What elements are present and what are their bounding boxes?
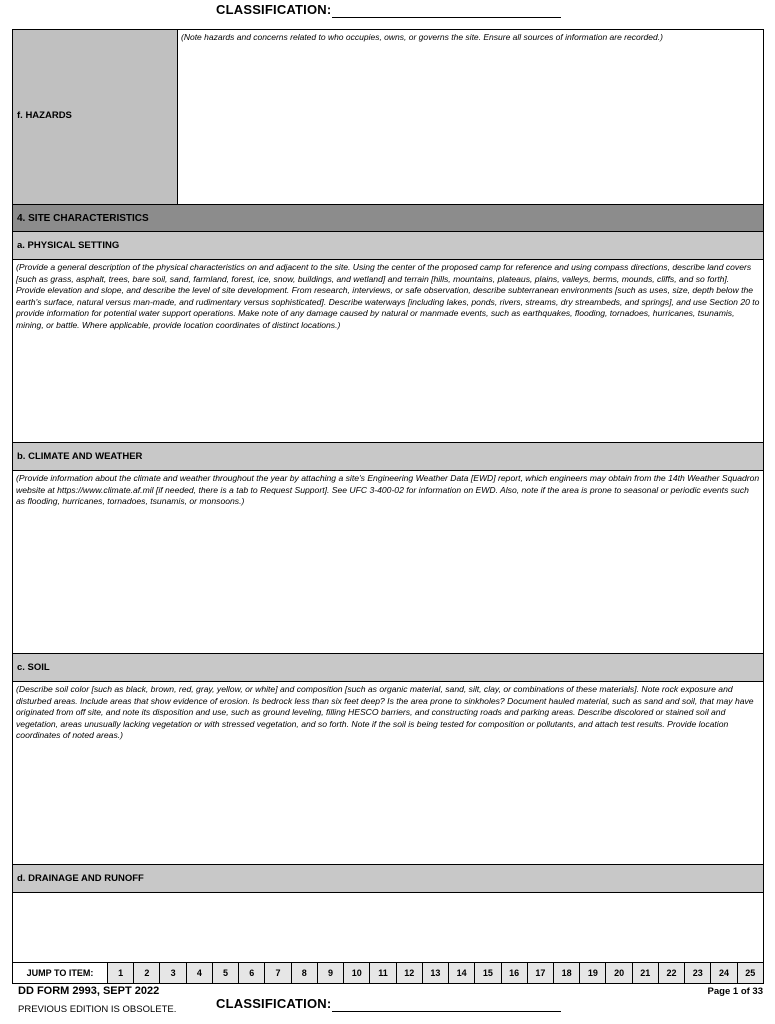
jump-item-22[interactable]: 22 (659, 963, 685, 983)
classification-input-line[interactable] (332, 17, 561, 18)
classification-header (216, 2, 331, 17)
physical-setting-instructions: (Provide a general description of the physical characteristics on and adjacent to the site. Using the center of the proposed camp for reference and using compass directions, describe land covers [such as grass, asphalt, trees, bare soil, sand, farmland, forest, ice, snow, buildings, and wetland] and terrain [hills, mountains, plateaus, plains, valleys, berms, mounds, cliffs, and so forth]. Provide elevation and slope, and describe the level of site development. From research, interviews, or safe observation, describe subterranean environments [such as uses, size, depth below the earth's surface, natural versus man-made, and rudimentary versus sophisticated]. Describe waterways [including lakes, ponds, rivers, streams, dry streambeds, and springs], and use Section 20 to provide information for potential water support operations. Make note of any damage caused by natural or manmade events, such as earthquakes, flooding, tornadoes, hurricanes, tsunamis, mining, or battle. Where applicable, provide location coordinates of distinct locations.) (16, 262, 760, 330)
jump-item-24[interactable]: 24 (711, 963, 737, 983)
jump-item-13[interactable]: 13 (423, 963, 449, 983)
jump-item-15[interactable]: 15 (475, 963, 501, 983)
climate-header (13, 443, 763, 471)
jump-item-14[interactable]: 14 (449, 963, 475, 983)
jump-item-11[interactable]: 11 (370, 963, 396, 983)
classification-footer-label: CLASSIFICATION: (216, 996, 332, 1011)
jump-item-3[interactable]: 3 (160, 963, 186, 983)
physical-setting-field[interactable] (13, 260, 763, 443)
jump-to-item-bar (13, 963, 763, 983)
jump-item-5[interactable]: 5 (213, 963, 239, 983)
drainage-field[interactable] (13, 893, 763, 963)
jump-item-8[interactable]: 8 (292, 963, 318, 983)
jump-item-25[interactable]: 25 (738, 963, 763, 983)
jump-item-7[interactable]: 7 (265, 963, 291, 983)
jump-item-1[interactable]: 1 (108, 963, 134, 983)
classification-footer-input-line[interactable] (332, 1011, 561, 1012)
physical-setting-label: a. PHYSICAL SETTING (17, 240, 120, 251)
jump-to-item-label: JUMP TO ITEM: (13, 963, 108, 983)
hazards-field[interactable] (178, 30, 763, 205)
hazards-instructions: (Note hazards and concerns related to who occupies, owns, or governs the site. Ensure all sources of information are recorded.) (181, 32, 663, 42)
soil-header (13, 654, 763, 682)
jump-item-23[interactable]: 23 (685, 963, 711, 983)
climate-label: b. CLIMATE AND WEATHER (17, 451, 143, 462)
physical-setting-header (13, 232, 763, 260)
soil-instructions: (Describe soil color [such as black, brown, red, gray, yellow, or white] and composition [such as organic material, sand, silt, clay, or combinations of these materials]. Note rock exposure and disturbed areas. Include areas that show evidence of erosion. Is bedrock less than six feet deep? Is the area prone to sinkholes? Document hauled material, such as sand and soil, that may have originated from off site, and note its disposition and use, such as ground leveling, filling HESCO barriers, and constructing roads and parking areas. Describe discolored or stained soil and vegetation, areas unusually lacking vegetation or with stressed vegetation, and so forth. Note if the soil is being tested for composition or pollutants, and attach test results. Provide location coordinates of noted areas.) (16, 684, 754, 741)
soil-label: c. SOIL (17, 662, 50, 673)
obsolete-notice: PREVIOUS EDITION IS OBSOLETE. (18, 1004, 177, 1015)
section-4-header (13, 205, 763, 232)
jump-item-20[interactable]: 20 (606, 963, 632, 983)
jump-item-12[interactable]: 12 (397, 963, 423, 983)
jump-item-18[interactable]: 18 (554, 963, 580, 983)
drainage-label: d. DRAINAGE AND RUNOFF (17, 873, 144, 884)
soil-field[interactable] (13, 682, 763, 865)
jump-item-4[interactable]: 4 (187, 963, 213, 983)
drainage-header (13, 865, 763, 893)
jump-item-16[interactable]: 16 (502, 963, 528, 983)
jump-item-2[interactable]: 2 (134, 963, 160, 983)
jump-item-21[interactable]: 21 (633, 963, 659, 983)
form-id: DD FORM 2993, SEPT 2022 (18, 985, 160, 997)
hazards-label: f. HAZARDS (13, 30, 178, 205)
classification-footer (216, 996, 331, 1011)
jump-item-10[interactable]: 10 (344, 963, 370, 983)
jump-item-9[interactable]: 9 (318, 963, 344, 983)
jump-item-19[interactable]: 19 (580, 963, 606, 983)
jump-item-6[interactable]: 6 (239, 963, 265, 983)
jump-item-17[interactable]: 17 (528, 963, 554, 983)
classification-label: CLASSIFICATION: (216, 2, 332, 17)
climate-field[interactable] (13, 471, 763, 654)
climate-instructions: (Provide information about the climate and weather throughout the year by attaching a site's Engineering Weather Data [EWD] report, which engineers may obtain from the 14th Weather Squadron website at https://www.climate.af.mil [if needed, there is a tab to Request Support]. See UFC 3-400-02 for information on EWD. Also, note if the area is prone to seasonal or periodic events such as flooding, hurricanes, tornadoes, tsunamis, or monsoons.) (16, 473, 760, 507)
form-body (12, 29, 764, 984)
page-number: Page 1 of 33 (707, 986, 763, 997)
section-4-title: 4. SITE CHARACTERISTICS (17, 212, 149, 224)
